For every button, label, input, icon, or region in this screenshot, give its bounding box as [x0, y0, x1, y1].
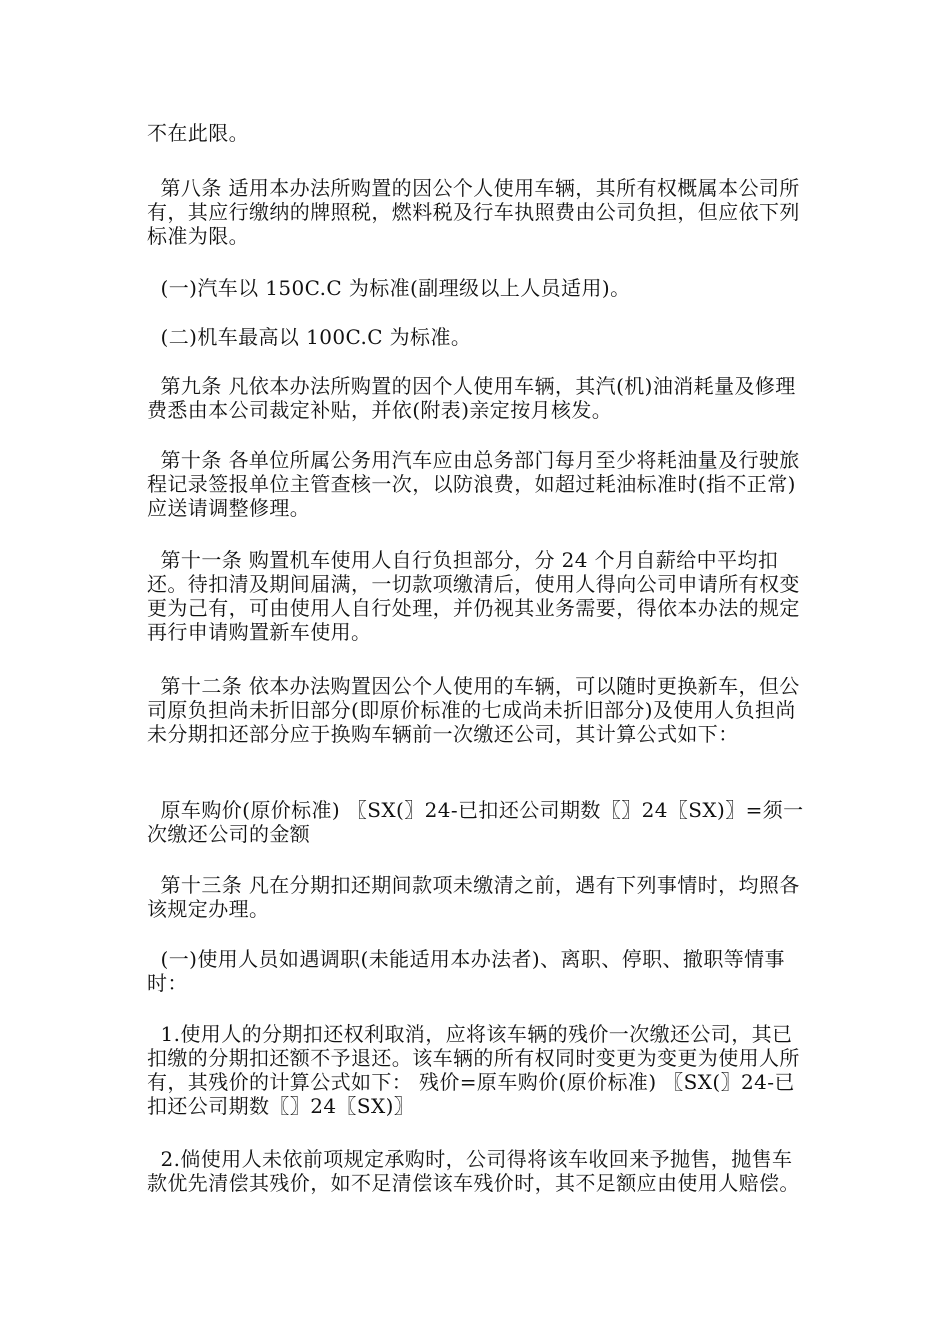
paragraph-article-10: 第十条 各单位所属公务用汽车应由总务部门每月至少将耗油量及行驶旅程记录签报单位主管查核一次，以防浪费，如超过耗油标准时(指不正常)应送请调整修理。 — [147, 448, 800, 520]
paragraph-clause-1: 1.使用人的分期扣还权利取消，应将该车辆的残价一次缴还公司，其已扣缴的分期扣还额不予退还。该车辆的所有权同时变更为变更为使用人所有，其残价的计算公式如下： 残价=原车购价(原价标准) 〖SX(〗24-已扣还公司期数〖〗24〖SX)〗 — [147, 1022, 800, 1118]
paragraph-article-13: 第十三条 凡在分期扣还期间款项未缴清之前，遇有下列事情时，均照各该规定办理。 — [147, 873, 800, 921]
paragraph-sub-item-1: (一)使用人员如遇调职(未能适用本办法者)、离职、停职、撤职等情事时： — [147, 947, 785, 995]
paragraph-clause-2: 2.倘使用人未依前项规定承购时，公司得将该车收回来予抛售，抛售车款优先清偿其残价，如不足清偿该车残价时，其不足额应由使用人赔偿。 — [147, 1147, 800, 1195]
paragraph-article-12: 第十二条 依本办法购置因公个人使用的车辆，可以随时更换新车，但公司原负担尚未折旧部分(即原价标准的七成尚未折旧部分)及使用人负担尚未分期扣还部分应于换购车辆前一次缴还公司，其计算公式如下： — [147, 674, 800, 746]
paragraph-article-11: 第十一条 购置机车使用人自行负担部分，分 24 个月自薪给中平均扣还。待扣清及期间届满，一切款项缴清后，使用人得向公司申请所有权变更为己有，可由使用人自行处理，并仍视其业务需要，得依本办法的规定再行申请购置新车使用。 — [147, 548, 800, 644]
paragraph-continuation: 不在此限。 — [147, 121, 249, 145]
paragraph-article-9: 第九条 凡依本办法所购置的因个人使用车辆，其汽(机)油消耗量及修理费悉由本公司裁定补贴，并依(附表)亲定按月核发。 — [147, 374, 796, 422]
paragraph-article-8: 第八条 适用本办法所购置的因公个人使用车辆，其所有权概属本公司所有，其应行缴纳的牌照税，燃料税及行车执照费由公司负担，但应依下列标准为限。 — [147, 176, 800, 248]
paragraph-item-1: (一)汽车以 150C.C 为标准(副理级以上人员适用)。 — [147, 276, 631, 300]
paragraph-item-2: (二)机车最高以 100C.C 为标准。 — [147, 325, 472, 349]
paragraph-formula: 原车购价(原价标准) 〖SX(〗24-已扣还公司期数〖〗24〖SX)〗=须一次缴还公司的金额 — [147, 798, 804, 846]
